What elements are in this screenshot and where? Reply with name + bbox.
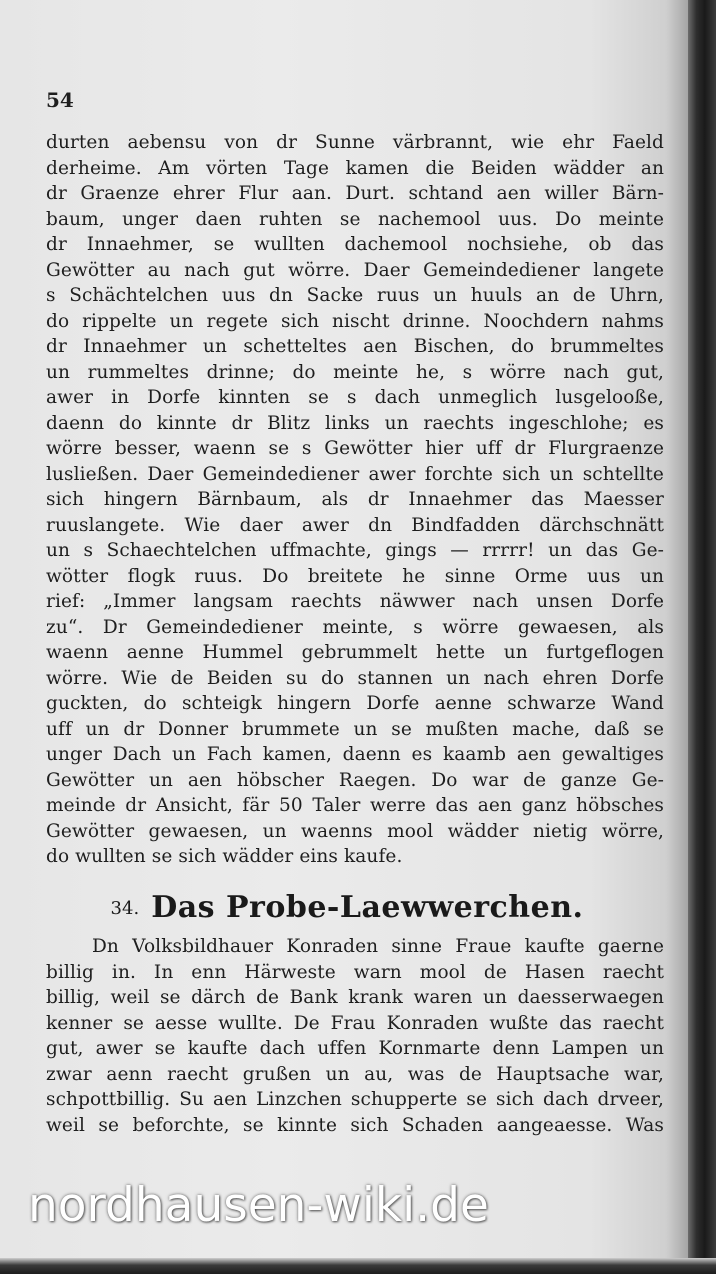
text-line: weil se beforchte, se kinnte sich Schaden aangeaesse. Was [46,1114,664,1136]
text-line: kenner se aesse wullte. De Frau Konraden wußte das raecht [46,1012,664,1034]
paragraph-2 [46,934,664,1138]
text-line: meinde dr Ansicht, fär 50 Taler werre das aen ganz höbsches [46,795,664,816]
text-line: sich hingern Bärnbaum, als dr Innaehmer das Maesser [46,489,664,510]
text-line: guckten, do schteigk hingern Dorfe aenne schwarze Wand [46,693,664,714]
text-line: baum, unger daen ruhten se nachemool uus. Do meinte [46,208,664,230]
section-heading [0,890,694,925]
text-line: zu“. Dr Gemeindediener meinte, s wörre gewaesen, als [46,616,664,638]
text-line: rief: „Immer langsam raechts näwwer nach unsen Dorfe [46,591,664,612]
text-line: ruuslangete. Wie daer awer dn Bindfadden därchschnätt [46,514,664,536]
text-line: Gewötter gewaesen, un waenns mool wädder nietig wörre, [46,820,664,842]
text-line: durten aebensu von dr Sunne värbrannt, wie ehr Faeld [46,132,664,153]
text-line: Gewötter au nach gut wörre. Daer Gemeindediener langete [46,259,664,281]
text-line: do rippelte un regete sich nischt drinne. Noochdern nahms [46,310,664,332]
book-spine-shadow [688,0,716,1274]
text-line: awer in Dorfe kinnten se s dach unmeglich lusgelooße, [46,387,664,408]
text-line: wörre besser, waenn se s Gewötter hier uff dr Flurgraenze [46,438,664,459]
text-line: daenn do kinnte dr Blitz links un raechts ingeschlohe; es [46,412,664,434]
text-line: dr Innaehmer un schetteltes aen Bischen, do brummeltes [46,336,664,357]
text-line: unger Dach un Fach kamen, daenn es kaamb aen gewaltiges [46,744,664,765]
text-line: dr Graenze ehrer Flur aan. Durt. schtand aen willer Bärn- [46,183,664,204]
text-line: wörre. Wie de Beiden su do stannen un nach ehren Dorfe [46,667,664,689]
text-line: gut, awer se kaufte dach uffen Kornmarte denn Lampen un [46,1038,664,1059]
text-line: Gewötter un aen höbscher Raegen. Do war de ganze Ge- [46,769,664,791]
text-line: do wullten se sich wädder eins kaufe. [46,846,403,867]
text-line: lusließen. Daer Gemeindediener awer forchte sich un schtellte [46,463,664,485]
section-number: 34. [110,898,140,919]
text-line: schpottbillig. Su aen Linzchen schupperte se sich dach drveer, [46,1089,664,1110]
text-line: un s Schaechtelchen uffmachte, gings — rrrrr! un das Ge- [46,540,664,561]
page-number: 54 [46,88,74,112]
paragraph-1 [46,130,664,870]
text-line: s Schächtelchen uus dn Sacke ruus un huuls an de Uhrn, [46,285,664,306]
watermark-text: nordhausen-wiki.de [28,1178,489,1233]
text-line: Dn Volksbildhauer Konraden sinne Fraue kaufte gaerne [92,936,664,957]
page-bottom-edge [0,1258,716,1274]
text-line: wötter flogk ruus. Do breitete he sinne Orme uus un [46,565,664,587]
text-line: derheime. Am vörten Tage kamen die Beiden wädder an [46,157,664,179]
section-title: Das Probe-Laewwerchen. [151,890,584,925]
text-line: billig, weil se därch de Bank krank waren un daesserwaegen [46,987,664,1008]
text-line: waenn aenne Hummel gebrummelt hette un furtgeflogen [46,642,664,663]
text-line: un rummeltes drinne; do meinte he, s wörre nach gut, [46,361,664,383]
text-line: dr Innaehmer, se wullten dachemool nochsiehe, ob das [46,234,664,255]
text-line: billig in. In enn Härweste warn mool de Hasen raecht [46,961,664,983]
text-line: zwar aenn raecht grußen un au, was de Hauptsache war, [46,1063,664,1085]
text-line: uff un dr Donner brummete un se mußten mache, daß se [46,718,664,740]
